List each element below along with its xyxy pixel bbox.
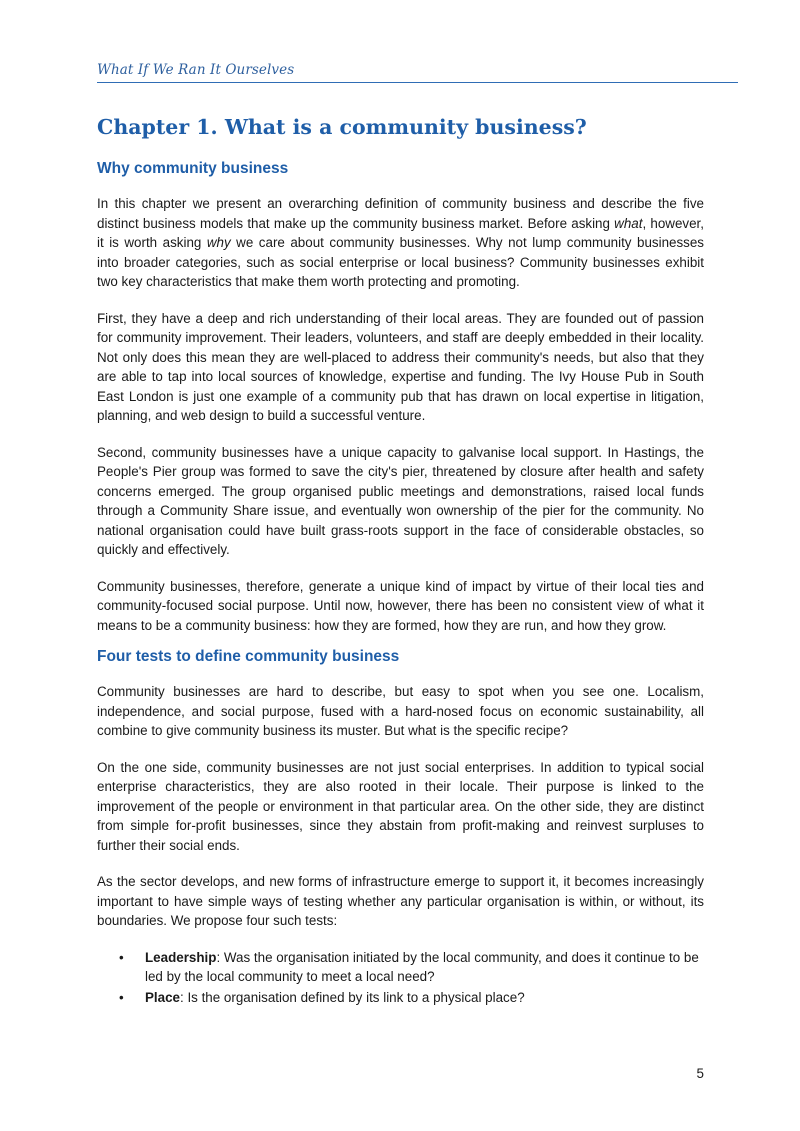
emphasis-why: why: [206, 235, 231, 250]
paragraph-sector-develops: As the sector develops, and new forms of infrastructure emerge to support it, it becomes increasingly important to have simple ways of testing whether any particular organisation is within, or without, its boundaries. We propose four such tests:: [97, 874, 704, 928]
running-title: What If We Ran It Ourselves: [97, 62, 295, 78]
test-term-place: Place: [145, 989, 180, 1005]
bullet-icon: •: [119, 989, 124, 1005]
paragraph-hard-to-describe: Community businesses are hard to describe, but easy to spot when you see one. Localism, independence, and social purpose, fused with a hard-nosed focus on economic sustainability, all combine to give community business its muster. But what is the specific recipe?: [97, 684, 704, 738]
emphasis-what: what: [614, 215, 643, 231]
paragraph-second: Second, community businesses have a unique capacity to galvanise local support. In Hastings, the People's Pier group was formed to save the city's pier, threatened by closure after health and safety concerns emerged. The group organised public meetings and demonstrations, raised local funds through a Community Share issue, and eventually won ownership of the pier for the community. No national organisation could have built grass-roots support in the face of considerable obstacles, so quickly and effectively.: [97, 444, 704, 557]
test-term-leadership: Leadership: [145, 949, 217, 965]
running-header: [97, 62, 738, 83]
list-item-place: • Place: Is the organisation defined by its link to a physical place?: [97, 988, 704, 1008]
paragraph-therefore: Community businesses, therefore, generate a unique kind of impact by virtue of their local ties and community-focused social purpose. Until now, however, there has been no consistent view of what it means to be a community business: how they are formed, how they are run, and how they grow.: [97, 578, 704, 633]
section-heading-four-tests: Four tests to define community business: [97, 648, 400, 665]
paragraph-intro: In this chapter we present an overarching definition of community business and describe the five distinct business models that make up the community business market. Before asking what, however, it is worth asking why we care about community businesses. Why not lump community businesses into broader categories, such as social enterprise or local business? Community businesses exhibit two key characteristics that make them worth protecting and promoting.: [97, 196, 704, 289]
section-heading-why: Why community business: [97, 160, 289, 177]
bullet-icon: •: [119, 949, 124, 965]
chapter-title: Chapter 1. What is a community business?: [97, 115, 587, 139]
document-body: [97, 112, 704, 1008]
page-number: 5: [696, 1066, 704, 1081]
tests-list: [97, 948, 704, 1008]
paragraph-first: First, they have a deep and rich understanding of their local areas. They are founded out of passion for community improvement. Their leaders, volunteers, and staff are deeply embedded in their locality. Not only does this mean they are well-placed to address their community's needs, but also that they are able to tap into local sources of knowledge, expertise and funding. The Ivy House Pub in South East London is just one example of a community pub that has drawn on local expertise in litigation, planning, and web design to build a successful venture.: [97, 310, 704, 423]
paragraph-one-side: On the one side, community businesses are not just social enterprises. In addition to typical social enterprise characteristics, they are also rooted in their locale. Their purpose is linked to the improvement of the people or environment in that particular area. On the other side, they are distinct from simple for-profit businesses, since they abstain from profit-making and reinvest surpluses to further their social ends.: [97, 759, 704, 853]
list-item-leadership: • Leadership: Was the organisation initiated by the local community, and does it continue to be led by the local community to meet a local need?: [119, 949, 699, 984]
